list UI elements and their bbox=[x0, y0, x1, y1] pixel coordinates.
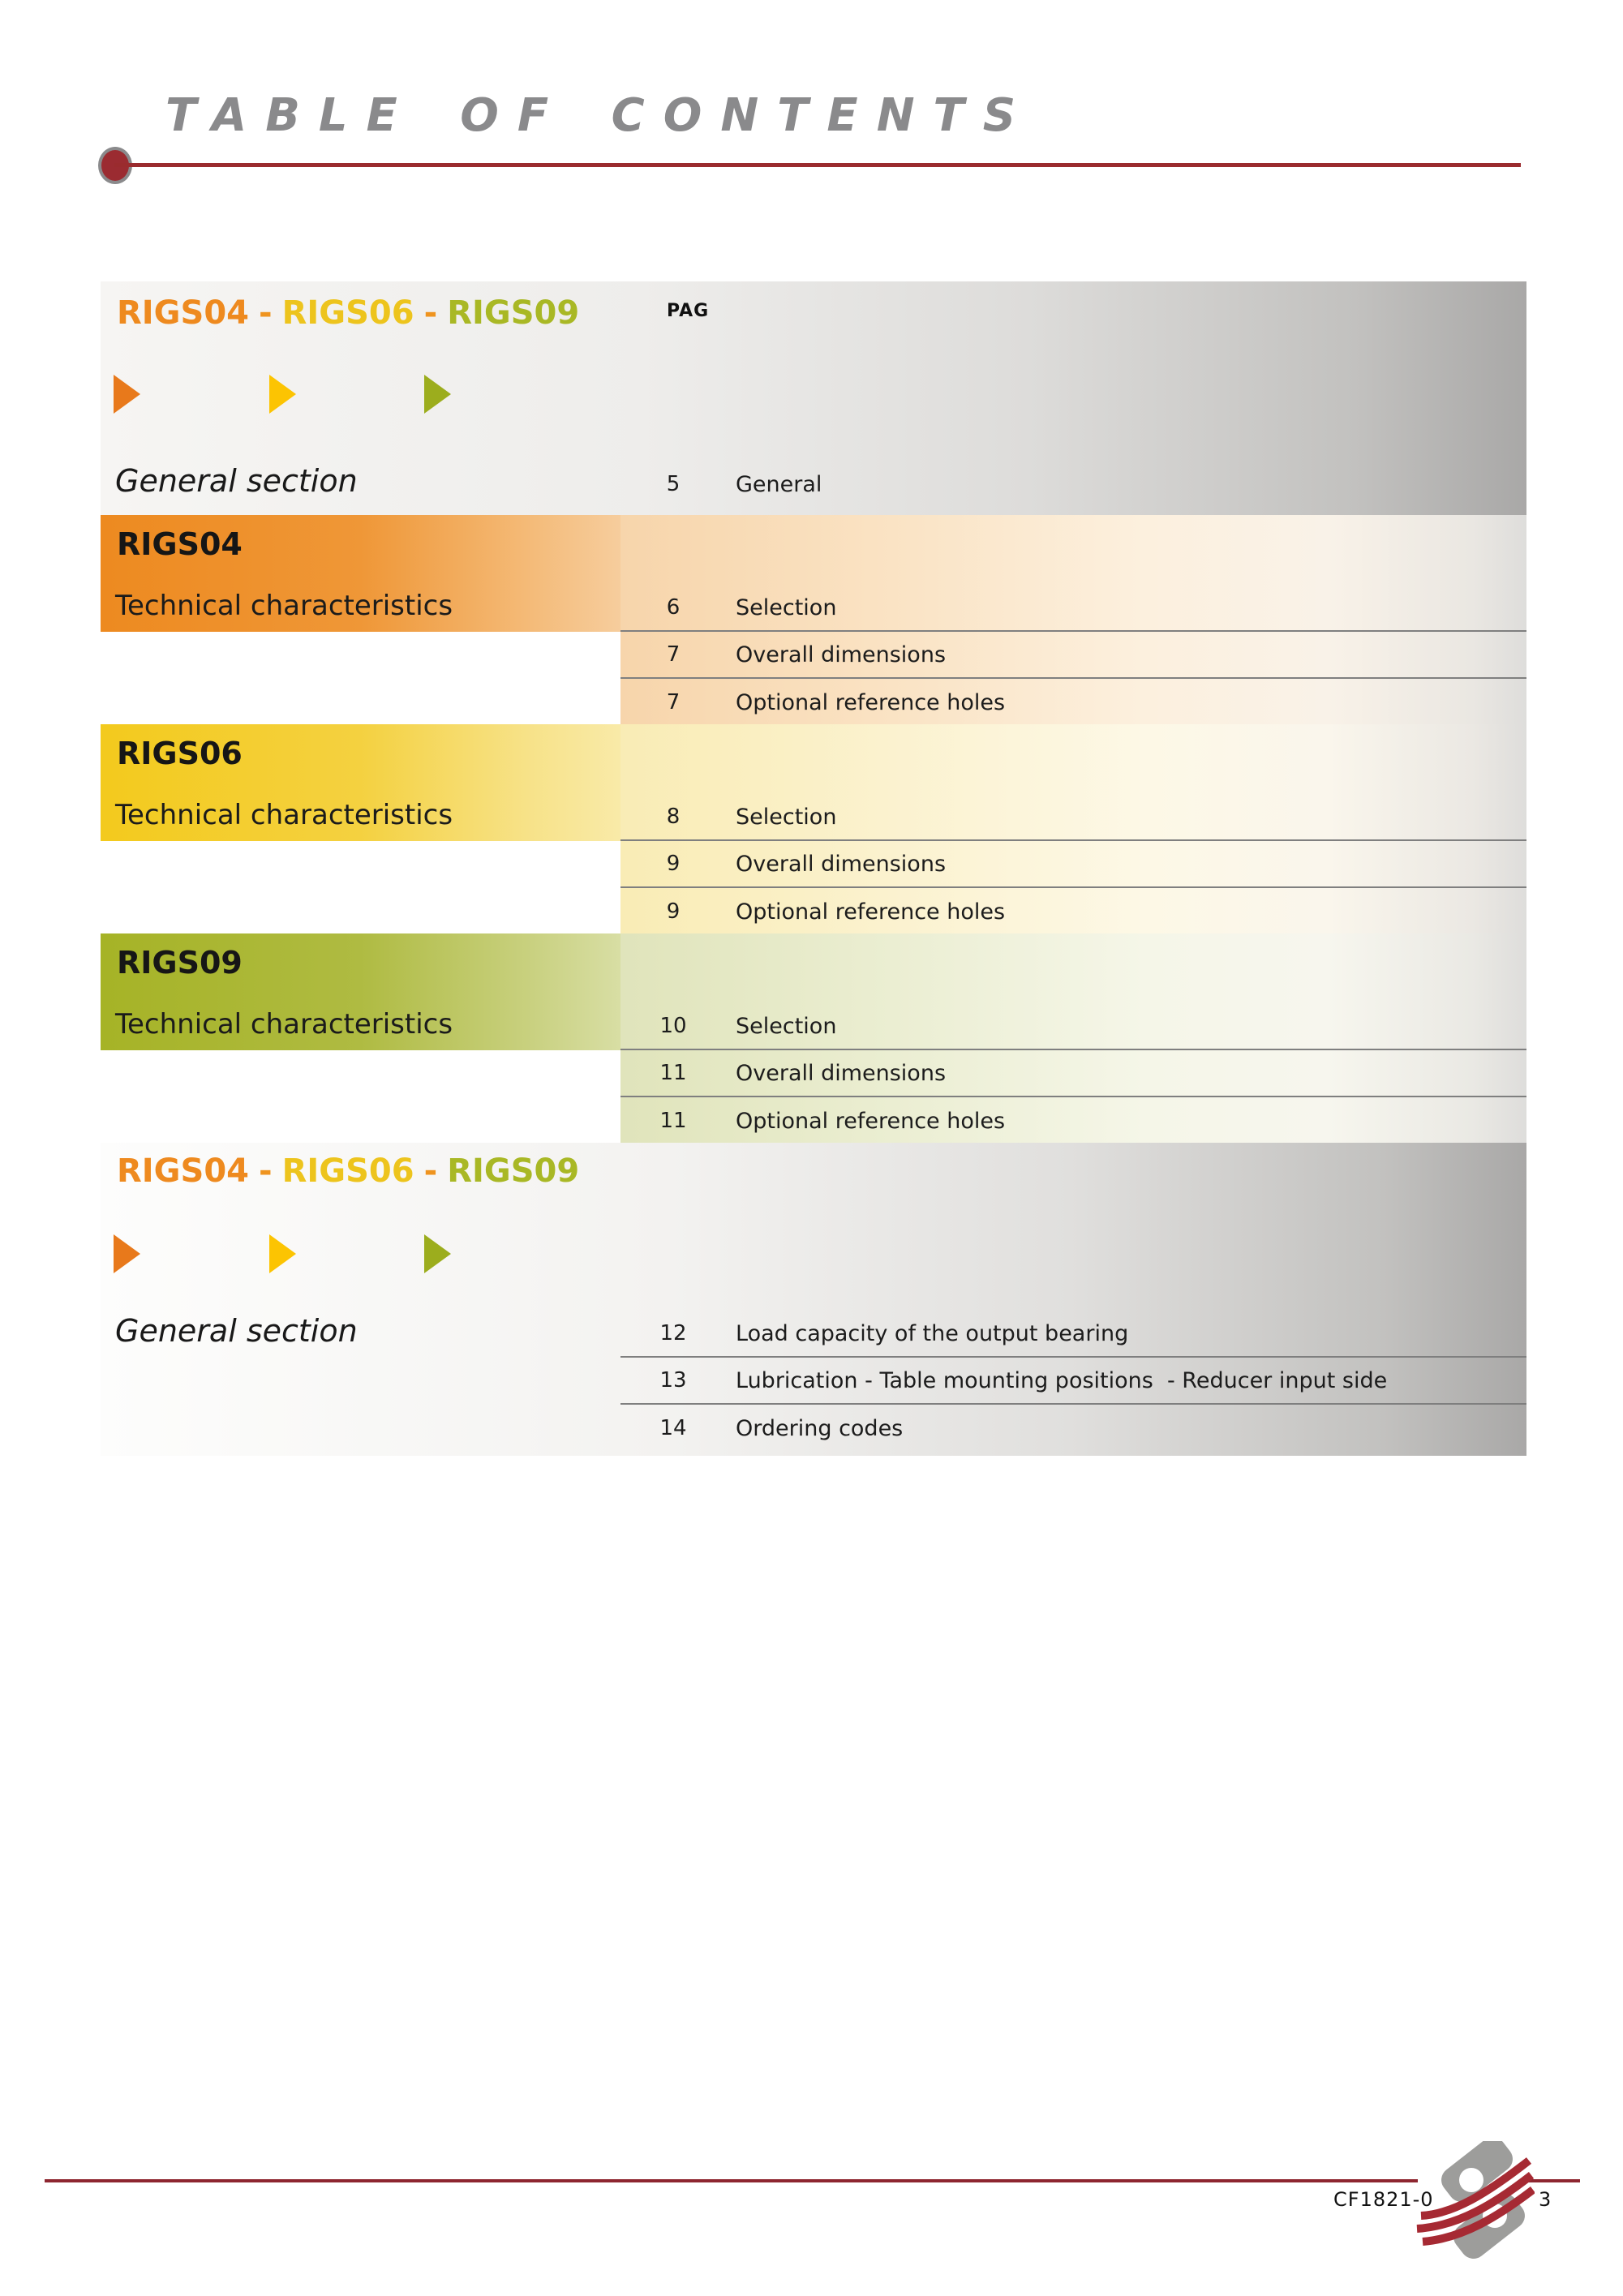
products-heading bbox=[117, 294, 579, 332]
heading-rigs04: RIGS04 bbox=[117, 294, 249, 332]
pag-column-label: PAG bbox=[667, 301, 710, 321]
section-subtitle: Technical characteristics bbox=[115, 590, 453, 622]
toc-entry-row bbox=[620, 679, 1526, 726]
heading-separator: - bbox=[423, 294, 438, 332]
heading-rigs09: RIGS09 bbox=[447, 1152, 580, 1190]
heading-separator: - bbox=[259, 294, 273, 332]
section-title: RIGS06 bbox=[117, 736, 243, 771]
general-section-label: General section bbox=[115, 1313, 358, 1349]
toc-entry-row bbox=[620, 794, 1526, 841]
toc-entry-row bbox=[620, 1097, 1526, 1144]
section-subtitle: Technical characteristics bbox=[115, 799, 453, 831]
page-title: TABLE OF CONTENTS bbox=[165, 89, 1035, 142]
yellow-triangle-icon bbox=[269, 375, 296, 414]
entry-label: Optional reference holes bbox=[736, 689, 1006, 715]
toc-entry-row bbox=[620, 1405, 1526, 1452]
green-triangle-icon bbox=[424, 375, 451, 414]
section-rigs04 bbox=[101, 515, 1526, 724]
toc-outro-panel bbox=[101, 1143, 1526, 1456]
entry-page-number: 9 bbox=[666, 852, 681, 876]
entry-label: Selection bbox=[736, 594, 837, 620]
toc-entry-row bbox=[620, 632, 1526, 679]
company-logo-icon bbox=[1413, 2141, 1535, 2263]
section-subtitle: Technical characteristics bbox=[115, 1008, 453, 1041]
toc-entry-row bbox=[620, 888, 1526, 935]
entry-page-number: 11 bbox=[659, 1109, 687, 1133]
document-code: CF1821-0 bbox=[1333, 2188, 1434, 2211]
yellow-triangle-icon bbox=[269, 1234, 296, 1273]
entry-label: Overall dimensions bbox=[736, 642, 947, 667]
page-number: 3 bbox=[1539, 2188, 1552, 2211]
toc-entry-row bbox=[620, 461, 1526, 508]
footer-rule-left bbox=[45, 2179, 1418, 2182]
toc-entry-row bbox=[620, 841, 1526, 888]
heading-rigs04: RIGS04 bbox=[117, 1152, 249, 1190]
green-triangle-icon bbox=[424, 1234, 451, 1273]
entry-label: Selection bbox=[736, 1013, 837, 1039]
entry-label: General bbox=[736, 471, 822, 497]
entry-label: Ordering codes bbox=[736, 1415, 904, 1441]
toc-entry-row bbox=[620, 1050, 1526, 1097]
entry-page-number: 13 bbox=[659, 1368, 687, 1393]
entry-rows bbox=[620, 794, 1526, 935]
section-title: RIGS04 bbox=[117, 526, 243, 562]
entry-page-number: 12 bbox=[659, 1321, 687, 1345]
general-section-label: General section bbox=[115, 463, 358, 499]
header-rule bbox=[114, 163, 1521, 167]
entry-page-number: 7 bbox=[666, 690, 681, 715]
section-rigs06 bbox=[101, 724, 1526, 933]
entry-page-number: 6 bbox=[666, 595, 681, 620]
entry-label: Optional reference holes bbox=[736, 899, 1006, 925]
entry-label: Overall dimensions bbox=[736, 851, 947, 877]
toc-entry-row bbox=[620, 1311, 1526, 1358]
toc-entry-row bbox=[620, 1358, 1526, 1405]
toc-entry-row bbox=[620, 585, 1526, 632]
entry-page-number: 5 bbox=[666, 472, 681, 496]
entry-rows bbox=[620, 461, 1526, 508]
section-title: RIGS09 bbox=[117, 945, 243, 981]
entry-page-number: 9 bbox=[666, 899, 681, 924]
entry-label: Optional reference holes bbox=[736, 1108, 1006, 1134]
entry-label: Load capacity of the output bearing bbox=[736, 1320, 1129, 1346]
toc-intro-panel bbox=[101, 281, 1526, 515]
orange-triangle-icon bbox=[114, 1234, 140, 1273]
entry-page-number: 11 bbox=[659, 1061, 687, 1085]
products-heading bbox=[117, 1152, 579, 1190]
heading-separator: - bbox=[259, 1152, 273, 1190]
entry-label: Overall dimensions bbox=[736, 1060, 947, 1086]
entry-rows bbox=[620, 1003, 1526, 1144]
toc-entry-row bbox=[620, 1003, 1526, 1050]
entry-page-number: 10 bbox=[659, 1014, 687, 1038]
heading-separator: - bbox=[423, 1152, 438, 1190]
orange-triangle-icon bbox=[114, 375, 140, 414]
entry-label: Selection bbox=[736, 804, 837, 830]
entry-page-number: 8 bbox=[666, 805, 681, 829]
entry-label: Lubrication - Table mounting positions - Reducer input side bbox=[736, 1367, 1388, 1393]
entry-rows bbox=[620, 1311, 1526, 1452]
heading-rigs06: RIGS06 bbox=[281, 1152, 414, 1190]
entry-rows bbox=[620, 585, 1526, 726]
entry-page-number: 7 bbox=[666, 642, 681, 667]
section-rigs09 bbox=[101, 933, 1526, 1143]
entry-page-number: 14 bbox=[659, 1416, 687, 1440]
heading-rigs09: RIGS09 bbox=[447, 294, 580, 332]
heading-rigs06: RIGS06 bbox=[281, 294, 414, 332]
